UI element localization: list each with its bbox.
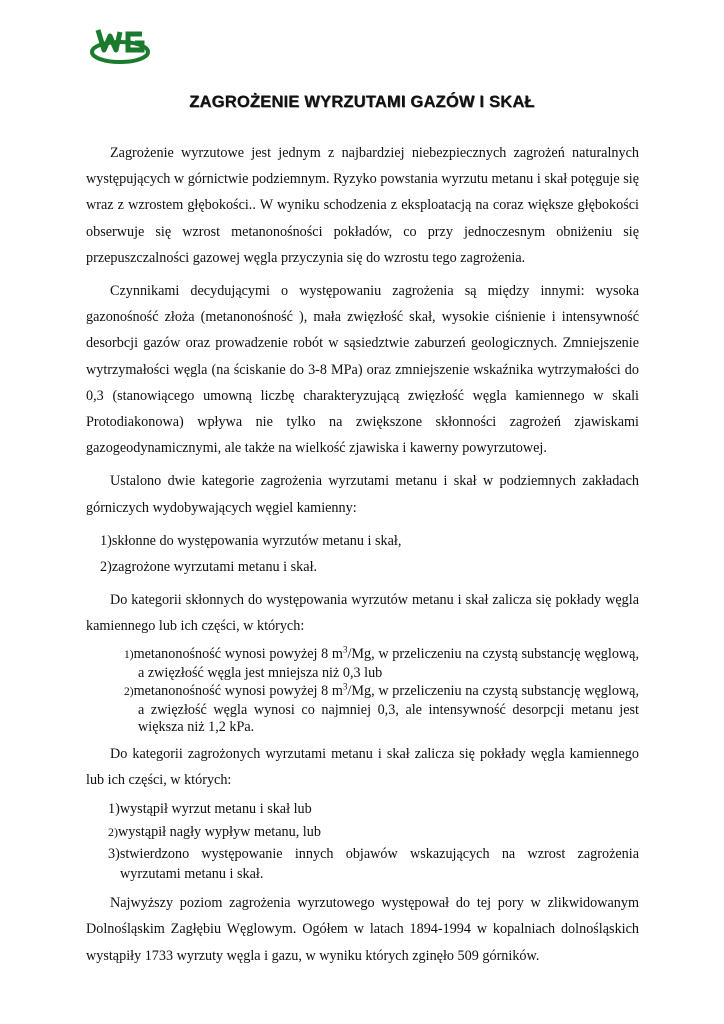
paragraph-threatened-intro: Do kategorii zagrożonych wyrzutami metanu i skał zalicza się pokłady węgla kamiennego lub ich części, w których: [86, 745, 639, 788]
item-text: stwierdzono występowanie innych objawów wskazujących na wzrost zagrożenia wyrzutami metanu i skał. [119, 846, 639, 882]
page-title: ZAGROŻENIE WYRZUTAMI GAZÓW I SKAŁ [189, 93, 535, 111]
item-number: 2) [108, 824, 118, 839]
list-item [108, 823, 639, 843]
item-number: 2) [124, 686, 134, 699]
paragraph-intro: Zagrożenie wyrzutowe jest jednym z najbardziej niebezpiecznych zagrożeń naturalnych występujących w górnictwie podziemnym. Ryzyko powstania wyrzutu metanu i skał potęguje się wraz z wzrostem głębokości.. W wyniku schodzenia z eksploatacją na coraz większe głębokości obserwuje się wzrost metanonośności pokładów, co przy jednoczesnym obniżeniu się przepuszczalności gazowej węgla przyczynia się do wzrostu tego zagrożenia. [86, 145, 639, 266]
item-number: 1) [108, 801, 120, 818]
paragraph-prone-intro: Do kategorii skłonnych do występowania wyrzutów metanu i skał zalicza się pokłady węgla kamiennego lub ich części, w których: [86, 591, 639, 635]
item-text: wystąpił nagły wypływ metanu, lub [118, 823, 321, 840]
category-list [86, 528, 639, 580]
superscript: 3 [342, 681, 348, 692]
list-item: 1)skłonne do występowania wyrzutów metanu i skał, [100, 532, 402, 549]
list-item [124, 683, 639, 737]
company-logo [88, 22, 152, 66]
item-text: wystąpił wyrzut metanu i skał lub [119, 801, 312, 818]
item-text: metanonośność wynosi powyżej 8 m [133, 646, 343, 663]
item-text: /Mg, w przeliczeniu na czystą substancję węglową, a zwięzłość węgla jest mniejsza niż 0,3 lub [138, 646, 639, 681]
superscript: 3 [342, 644, 348, 655]
item-text: metanonośność wynosi powyżej 8 m [133, 683, 343, 700]
list-item [108, 800, 639, 820]
document-body [86, 140, 639, 976]
list-item: 2)zagrożone wyrzutami metanu i skał. [100, 558, 318, 575]
item-number: 1) [124, 649, 134, 662]
list-item [108, 845, 639, 884]
paragraph-factors: Czynnikami decydującymi o występowaniu zagrożenia są między innymi: wysoka gazonośność złoża (metanonośność ), mała zwięzłość skał, wysokie ciśnienie i intensywność desorbcji gazów oraz prowadzenie robót w sąsiedztwie zaburzeń geologicznych. Zmniejszenie wytrzymałości węgla (na ściskanie do 3-8 MPa) oraz zmniejszenie wskaźnika wytrzymałości do 0,3 (stanowiącego umowną liczbę charakteryzującą zwięzłość węgla kamiennego w skali Protodiakonowa) wpływa nie tylko na zwiększone skłonności zagrożeń zjawiskami gazogeodynamicznymi, ale także na wielkość zjawiska i kawerny powyrzutowej. [86, 283, 639, 457]
list-item [124, 646, 639, 682]
threatened-conditions-list [86, 800, 639, 884]
item-number: 3) [108, 846, 120, 863]
paragraph-history: Najwyższy poziom zagrożenia wyrzutowego występował do tej pory w zlikwidowanym Dolnośląskim Zagłębiu Węglowym. Ogółem w latach 1894-1994 w kopalniach dolnośląskich wystąpiły 1733 wyrzuty węgla i gazu, w wyniku których zginęło 509 górników. [86, 895, 639, 964]
item-text: /Mg, w przeliczeniu na czystą substancję węglową, a zwięzłość węgla wynosi co najmniej 0,3, ale intensywność desorpcji metanu jest większa niż 1,2 kPa. [138, 683, 639, 736]
paragraph-categories-intro: Ustalono dwie kategorie zagrożenia wyrzutami metanu i skał w podziemnych zakładach górniczych wydobywających węgiel kamienny: [86, 473, 639, 516]
prone-conditions-list [86, 646, 639, 737]
